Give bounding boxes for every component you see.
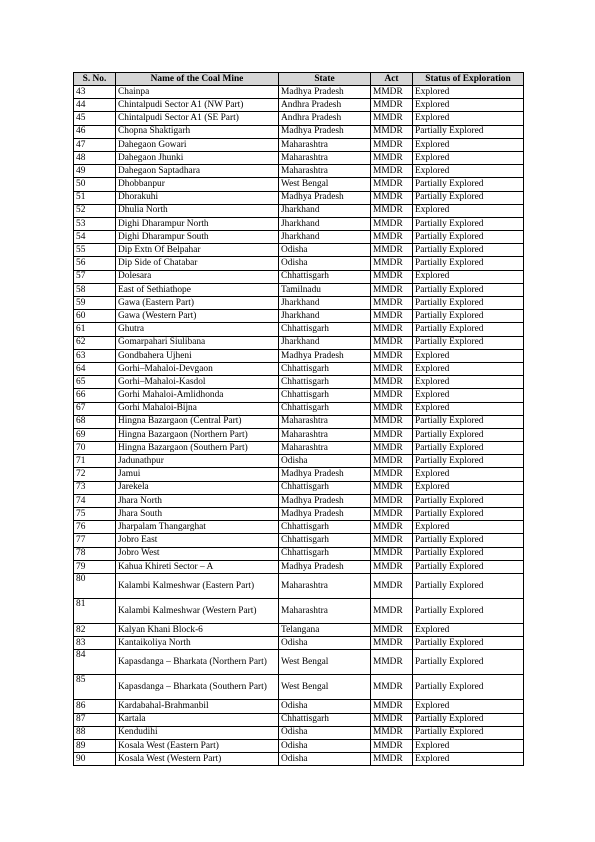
state-cell: Jharkhand bbox=[279, 217, 371, 230]
mine-name-cell: Chopna Shaktigarh bbox=[116, 125, 279, 138]
state-cell: Madhya Pradesh bbox=[279, 349, 371, 362]
act-cell: MMDR bbox=[371, 191, 413, 204]
act-cell: MMDR bbox=[371, 244, 413, 257]
act-cell: MMDR bbox=[371, 442, 413, 455]
mine-name-cell: Gorhi–Mahaloi-Kasdol bbox=[116, 376, 279, 389]
serial-number-cell: 50 bbox=[74, 178, 116, 191]
serial-number-cell: 81 bbox=[74, 598, 116, 623]
state-cell: Maharashtra bbox=[279, 573, 371, 598]
status-cell: Partially Explored bbox=[413, 650, 524, 675]
act-cell: MMDR bbox=[371, 739, 413, 752]
status-cell: Partially Explored bbox=[413, 191, 524, 204]
act-cell: MMDR bbox=[371, 310, 413, 323]
act-cell: MMDR bbox=[371, 650, 413, 675]
status-cell: Partially Explored bbox=[413, 534, 524, 547]
serial-number-cell: 68 bbox=[74, 415, 116, 428]
table-body bbox=[74, 86, 524, 766]
serial-number-cell: 48 bbox=[74, 151, 116, 164]
status-cell: Partially Explored bbox=[413, 257, 524, 270]
status-cell: Partially Explored bbox=[413, 297, 524, 310]
state-cell: Chhattisgarh bbox=[279, 376, 371, 389]
mine-name-cell: Kosala West (Western Part) bbox=[116, 753, 279, 766]
status-cell: Partially Explored bbox=[413, 428, 524, 441]
table-row bbox=[74, 573, 524, 598]
act-cell: MMDR bbox=[371, 376, 413, 389]
table-row bbox=[74, 362, 524, 375]
serial-number-cell: 73 bbox=[74, 481, 116, 494]
table-row bbox=[74, 138, 524, 151]
status-cell: Explored bbox=[413, 151, 524, 164]
status-cell: Explored bbox=[413, 165, 524, 178]
serial-number-cell: 52 bbox=[74, 204, 116, 217]
act-cell: MMDR bbox=[371, 257, 413, 270]
act-cell: MMDR bbox=[371, 283, 413, 296]
mine-name-cell: Kahua Khireti Sector – A bbox=[116, 560, 279, 573]
serial-number-cell: 70 bbox=[74, 442, 116, 455]
state-cell: Andhra Pradesh bbox=[279, 99, 371, 112]
act-cell: MMDR bbox=[371, 125, 413, 138]
act-cell: MMDR bbox=[371, 753, 413, 766]
state-cell: Chhattisgarh bbox=[279, 323, 371, 336]
state-cell: Maharashtra bbox=[279, 428, 371, 441]
table-row bbox=[74, 125, 524, 138]
status-cell: Partially Explored bbox=[413, 442, 524, 455]
mine-name-cell: Dolesara bbox=[116, 270, 279, 283]
serial-number-cell: 64 bbox=[74, 362, 116, 375]
mine-name-cell: Gondbahera Ujheni bbox=[116, 349, 279, 362]
serial-number-cell: 86 bbox=[74, 700, 116, 713]
status-cell: Explored bbox=[413, 521, 524, 534]
mine-name-cell: Kapasdanga – Bharkata (Northern Part) bbox=[116, 650, 279, 675]
act-cell: MMDR bbox=[371, 508, 413, 521]
status-cell: Partially Explored bbox=[413, 560, 524, 573]
state-cell: Jharkhand bbox=[279, 310, 371, 323]
mine-name-cell: Dip Side of Chatabar bbox=[116, 257, 279, 270]
state-cell: Chhattisgarh bbox=[279, 713, 371, 726]
state-cell: Chhattisgarh bbox=[279, 481, 371, 494]
serial-number-cell: 46 bbox=[74, 125, 116, 138]
serial-number-cell: 90 bbox=[74, 753, 116, 766]
serial-number-cell: 51 bbox=[74, 191, 116, 204]
status-cell: Partially Explored bbox=[413, 726, 524, 739]
mine-name-cell: Gorhi Mahaloi-Bijna bbox=[116, 402, 279, 415]
table-row bbox=[74, 508, 524, 521]
status-cell: Explored bbox=[413, 481, 524, 494]
table-row bbox=[74, 739, 524, 752]
serial-number-cell: 43 bbox=[74, 86, 116, 99]
header-state: State bbox=[279, 73, 371, 86]
state-cell: Odisha bbox=[279, 455, 371, 468]
mine-name-cell: Kartala bbox=[116, 713, 279, 726]
state-cell: Jharkhand bbox=[279, 231, 371, 244]
table-row bbox=[74, 204, 524, 217]
serial-number-cell: 66 bbox=[74, 389, 116, 402]
mine-name-cell: Dip Extn Of Belpahar bbox=[116, 244, 279, 257]
mine-name-cell: Gawa (Eastern Part) bbox=[116, 297, 279, 310]
mine-name-cell: Dahegaon Gowari bbox=[116, 138, 279, 151]
state-cell: Madhya Pradesh bbox=[279, 494, 371, 507]
act-cell: MMDR bbox=[371, 494, 413, 507]
table-row bbox=[74, 481, 524, 494]
status-cell: Explored bbox=[413, 99, 524, 112]
act-cell: MMDR bbox=[371, 389, 413, 402]
act-cell: MMDR bbox=[371, 217, 413, 230]
mine-name-cell: Chintalpudi Sector A1 (NW Part) bbox=[116, 99, 279, 112]
serial-number-cell: 67 bbox=[74, 402, 116, 415]
act-cell: MMDR bbox=[371, 560, 413, 573]
mine-name-cell: Kendudihi bbox=[116, 726, 279, 739]
serial-number-cell: 57 bbox=[74, 270, 116, 283]
status-cell: Partially Explored bbox=[413, 310, 524, 323]
header-exploration-status: Status of Exploration bbox=[413, 73, 524, 86]
table-row bbox=[74, 753, 524, 766]
mine-name-cell: Chainpa bbox=[116, 86, 279, 99]
state-cell: Andhra Pradesh bbox=[279, 112, 371, 125]
mine-name-cell: Dhorakuhi bbox=[116, 191, 279, 204]
table-row bbox=[74, 376, 524, 389]
table-row bbox=[74, 283, 524, 296]
state-cell: Madhya Pradesh bbox=[279, 191, 371, 204]
status-cell: Explored bbox=[413, 112, 524, 125]
table-row bbox=[74, 623, 524, 636]
status-cell: Partially Explored bbox=[413, 336, 524, 349]
state-cell: Odisha bbox=[279, 739, 371, 752]
status-cell: Explored bbox=[413, 700, 524, 713]
table-row bbox=[74, 86, 524, 99]
status-cell: Partially Explored bbox=[413, 283, 524, 296]
mine-name-cell: Kalambi Kalmeshwar (Western Part) bbox=[116, 598, 279, 623]
act-cell: MMDR bbox=[371, 713, 413, 726]
act-cell: MMDR bbox=[371, 468, 413, 481]
mine-name-cell: Ghutra bbox=[116, 323, 279, 336]
status-cell: Explored bbox=[413, 402, 524, 415]
status-cell: Partially Explored bbox=[413, 494, 524, 507]
act-cell: MMDR bbox=[371, 534, 413, 547]
status-cell: Partially Explored bbox=[413, 573, 524, 598]
act-cell: MMDR bbox=[371, 481, 413, 494]
table-row bbox=[74, 151, 524, 164]
mine-name-cell: Jharpalam Thangarghat bbox=[116, 521, 279, 534]
state-cell: Madhya Pradesh bbox=[279, 560, 371, 573]
status-cell: Explored bbox=[413, 349, 524, 362]
state-cell: Telangana bbox=[279, 623, 371, 636]
state-cell: Maharashtra bbox=[279, 415, 371, 428]
serial-number-cell: 44 bbox=[74, 99, 116, 112]
table-row bbox=[74, 494, 524, 507]
table-row bbox=[74, 99, 524, 112]
state-cell: Odisha bbox=[279, 700, 371, 713]
table-row bbox=[74, 415, 524, 428]
table-row bbox=[74, 700, 524, 713]
act-cell: MMDR bbox=[371, 415, 413, 428]
table-row bbox=[74, 323, 524, 336]
table-row bbox=[74, 713, 524, 726]
mine-name-cell: Dahegaon Saptadhara bbox=[116, 165, 279, 178]
status-cell: Explored bbox=[413, 204, 524, 217]
status-cell: Partially Explored bbox=[413, 415, 524, 428]
state-cell: Chhattisgarh bbox=[279, 547, 371, 560]
status-cell: Explored bbox=[413, 753, 524, 766]
status-cell: Explored bbox=[413, 376, 524, 389]
serial-number-cell: 79 bbox=[74, 560, 116, 573]
state-cell: Tamilnadu bbox=[279, 283, 371, 296]
serial-number-cell: 77 bbox=[74, 534, 116, 547]
state-cell: Madhya Pradesh bbox=[279, 508, 371, 521]
serial-number-cell: 47 bbox=[74, 138, 116, 151]
coal-mine-table bbox=[73, 72, 524, 766]
mine-name-cell: Gomarpahari Siulibana bbox=[116, 336, 279, 349]
mine-name-cell: Jobro East bbox=[116, 534, 279, 547]
table-row bbox=[74, 217, 524, 230]
serial-number-cell: 83 bbox=[74, 637, 116, 650]
state-cell: Odisha bbox=[279, 257, 371, 270]
act-cell: MMDR bbox=[371, 637, 413, 650]
mine-name-cell: Kalyan Khani Block-6 bbox=[116, 623, 279, 636]
status-cell: Partially Explored bbox=[413, 217, 524, 230]
mine-name-cell: East of Sethiathope bbox=[116, 283, 279, 296]
act-cell: MMDR bbox=[371, 297, 413, 310]
status-cell: Partially Explored bbox=[413, 125, 524, 138]
mine-name-cell: Hingna Bazargaon (Southern Part) bbox=[116, 442, 279, 455]
mine-name-cell: Kosala West (Eastern Part) bbox=[116, 739, 279, 752]
state-cell: Jharkhand bbox=[279, 336, 371, 349]
status-cell: Explored bbox=[413, 739, 524, 752]
serial-number-cell: 60 bbox=[74, 310, 116, 323]
state-cell: Odisha bbox=[279, 753, 371, 766]
table-row bbox=[74, 349, 524, 362]
act-cell: MMDR bbox=[371, 151, 413, 164]
mine-name-cell: Jadunathpur bbox=[116, 455, 279, 468]
status-cell: Explored bbox=[413, 270, 524, 283]
table-row bbox=[74, 165, 524, 178]
mine-name-cell: Gawa (Western Part) bbox=[116, 310, 279, 323]
state-cell: Jharkhand bbox=[279, 204, 371, 217]
table-row bbox=[74, 521, 524, 534]
table-row bbox=[74, 675, 524, 700]
mine-name-cell: Gorhi Mahaloi-Amlidhonda bbox=[116, 389, 279, 402]
act-cell: MMDR bbox=[371, 99, 413, 112]
table-row bbox=[74, 389, 524, 402]
state-cell: Odisha bbox=[279, 637, 371, 650]
table-row bbox=[74, 244, 524, 257]
serial-number-cell: 65 bbox=[74, 376, 116, 389]
mine-name-cell: Kapasdanga – Bharkata (Southern Part) bbox=[116, 675, 279, 700]
state-cell: Odisha bbox=[279, 244, 371, 257]
status-cell: Explored bbox=[413, 86, 524, 99]
mine-name-cell: Chintalpudi Sector A1 (SE Part) bbox=[116, 112, 279, 125]
mine-name-cell: Kalambi Kalmeshwar (Eastern Part) bbox=[116, 573, 279, 598]
serial-number-cell: 80 bbox=[74, 573, 116, 598]
act-cell: MMDR bbox=[371, 700, 413, 713]
serial-number-cell: 89 bbox=[74, 739, 116, 752]
table-row bbox=[74, 231, 524, 244]
table-row bbox=[74, 270, 524, 283]
table-row bbox=[74, 468, 524, 481]
serial-number-cell: 63 bbox=[74, 349, 116, 362]
act-cell: MMDR bbox=[371, 323, 413, 336]
act-cell: MMDR bbox=[371, 349, 413, 362]
state-cell: Odisha bbox=[279, 726, 371, 739]
table-header-row bbox=[74, 73, 524, 86]
act-cell: MMDR bbox=[371, 336, 413, 349]
mine-name-cell: Kardabahal-Brahmanbil bbox=[116, 700, 279, 713]
table-row bbox=[74, 442, 524, 455]
serial-number-cell: 55 bbox=[74, 244, 116, 257]
state-cell: Maharashtra bbox=[279, 442, 371, 455]
header-serial-number: S. No. bbox=[74, 73, 116, 86]
act-cell: MMDR bbox=[371, 204, 413, 217]
table-row bbox=[74, 726, 524, 739]
mine-name-cell: Dhulia North bbox=[116, 204, 279, 217]
serial-number-cell: 82 bbox=[74, 623, 116, 636]
serial-number-cell: 62 bbox=[74, 336, 116, 349]
status-cell: Partially Explored bbox=[413, 713, 524, 726]
header-coal-mine-name: Name of the Coal Mine bbox=[116, 73, 279, 86]
act-cell: MMDR bbox=[371, 428, 413, 441]
serial-number-cell: 76 bbox=[74, 521, 116, 534]
mine-name-cell: Jarekela bbox=[116, 481, 279, 494]
table-row bbox=[74, 402, 524, 415]
status-cell: Partially Explored bbox=[413, 323, 524, 336]
table-row bbox=[74, 428, 524, 441]
mine-name-cell: Kantaikoliya North bbox=[116, 637, 279, 650]
table-row bbox=[74, 191, 524, 204]
table-row bbox=[74, 534, 524, 547]
table-row bbox=[74, 310, 524, 323]
state-cell: West Bengal bbox=[279, 675, 371, 700]
serial-number-cell: 88 bbox=[74, 726, 116, 739]
table-row bbox=[74, 547, 524, 560]
mine-name-cell: Jhara South bbox=[116, 508, 279, 521]
act-cell: MMDR bbox=[371, 165, 413, 178]
table-row bbox=[74, 336, 524, 349]
act-cell: MMDR bbox=[371, 231, 413, 244]
serial-number-cell: 75 bbox=[74, 508, 116, 521]
serial-number-cell: 87 bbox=[74, 713, 116, 726]
status-cell: Explored bbox=[413, 623, 524, 636]
table-row bbox=[74, 178, 524, 191]
state-cell: Madhya Pradesh bbox=[279, 125, 371, 138]
state-cell: Chhattisgarh bbox=[279, 362, 371, 375]
state-cell: Maharashtra bbox=[279, 151, 371, 164]
act-cell: MMDR bbox=[371, 455, 413, 468]
serial-number-cell: 85 bbox=[74, 675, 116, 700]
state-cell: West Bengal bbox=[279, 178, 371, 191]
serial-number-cell: 59 bbox=[74, 297, 116, 310]
act-cell: MMDR bbox=[371, 138, 413, 151]
serial-number-cell: 56 bbox=[74, 257, 116, 270]
state-cell: Chhattisgarh bbox=[279, 534, 371, 547]
status-cell: Explored bbox=[413, 362, 524, 375]
mine-name-cell: Jhara North bbox=[116, 494, 279, 507]
act-cell: MMDR bbox=[371, 547, 413, 560]
table-row bbox=[74, 637, 524, 650]
status-cell: Explored bbox=[413, 138, 524, 151]
mine-name-cell: Gorhi–Mahaloi-Devgaon bbox=[116, 362, 279, 375]
table-row bbox=[74, 257, 524, 270]
status-cell: Partially Explored bbox=[413, 637, 524, 650]
serial-number-cell: 84 bbox=[74, 650, 116, 675]
state-cell: Madhya Pradesh bbox=[279, 468, 371, 481]
status-cell: Partially Explored bbox=[413, 675, 524, 700]
table-row bbox=[74, 112, 524, 125]
mine-name-cell: Hingna Bazargaon (Northern Part) bbox=[116, 428, 279, 441]
serial-number-cell: 45 bbox=[74, 112, 116, 125]
state-cell: Madhya Pradesh bbox=[279, 86, 371, 99]
act-cell: MMDR bbox=[371, 623, 413, 636]
header-act: Act bbox=[371, 73, 413, 86]
serial-number-cell: 54 bbox=[74, 231, 116, 244]
state-cell: Chhattisgarh bbox=[279, 270, 371, 283]
act-cell: MMDR bbox=[371, 675, 413, 700]
status-cell: Partially Explored bbox=[413, 547, 524, 560]
table-row bbox=[74, 297, 524, 310]
serial-number-cell: 58 bbox=[74, 283, 116, 296]
act-cell: MMDR bbox=[371, 573, 413, 598]
serial-number-cell: 49 bbox=[74, 165, 116, 178]
state-cell: Chhattisgarh bbox=[279, 389, 371, 402]
act-cell: MMDR bbox=[371, 270, 413, 283]
state-cell: West Bengal bbox=[279, 650, 371, 675]
serial-number-cell: 69 bbox=[74, 428, 116, 441]
serial-number-cell: 71 bbox=[74, 455, 116, 468]
act-cell: MMDR bbox=[371, 521, 413, 534]
mine-name-cell: Dahegaon Jhunki bbox=[116, 151, 279, 164]
act-cell: MMDR bbox=[371, 112, 413, 125]
table-row bbox=[74, 560, 524, 573]
table-row bbox=[74, 598, 524, 623]
state-cell: Maharashtra bbox=[279, 598, 371, 623]
act-cell: MMDR bbox=[371, 178, 413, 191]
state-cell: Chhattisgarh bbox=[279, 402, 371, 415]
state-cell: Maharashtra bbox=[279, 165, 371, 178]
status-cell: Partially Explored bbox=[413, 508, 524, 521]
status-cell: Partially Explored bbox=[413, 598, 524, 623]
act-cell: MMDR bbox=[371, 362, 413, 375]
serial-number-cell: 78 bbox=[74, 547, 116, 560]
act-cell: MMDR bbox=[371, 402, 413, 415]
act-cell: MMDR bbox=[371, 86, 413, 99]
status-cell: Partially Explored bbox=[413, 455, 524, 468]
mine-name-cell: Dhobbanpur bbox=[116, 178, 279, 191]
serial-number-cell: 72 bbox=[74, 468, 116, 481]
status-cell: Partially Explored bbox=[413, 244, 524, 257]
mine-name-cell: Hingna Bazargaon (Central Part) bbox=[116, 415, 279, 428]
table-row bbox=[74, 455, 524, 468]
act-cell: MMDR bbox=[371, 726, 413, 739]
mine-name-cell: Jamui bbox=[116, 468, 279, 481]
table-row bbox=[74, 650, 524, 675]
mine-name-cell: Dighi Dharampur North bbox=[116, 217, 279, 230]
mine-name-cell: Dighi Dharampur South bbox=[116, 231, 279, 244]
serial-number-cell: 61 bbox=[74, 323, 116, 336]
status-cell: Explored bbox=[413, 389, 524, 402]
serial-number-cell: 74 bbox=[74, 494, 116, 507]
state-cell: Jharkhand bbox=[279, 297, 371, 310]
status-cell: Partially Explored bbox=[413, 178, 524, 191]
status-cell: Partially Explored bbox=[413, 231, 524, 244]
serial-number-cell: 53 bbox=[74, 217, 116, 230]
mine-name-cell: Jobro West bbox=[116, 547, 279, 560]
status-cell: Explored bbox=[413, 468, 524, 481]
state-cell: Maharashtra bbox=[279, 138, 371, 151]
state-cell: Chhattisgarh bbox=[279, 521, 371, 534]
act-cell: MMDR bbox=[371, 598, 413, 623]
